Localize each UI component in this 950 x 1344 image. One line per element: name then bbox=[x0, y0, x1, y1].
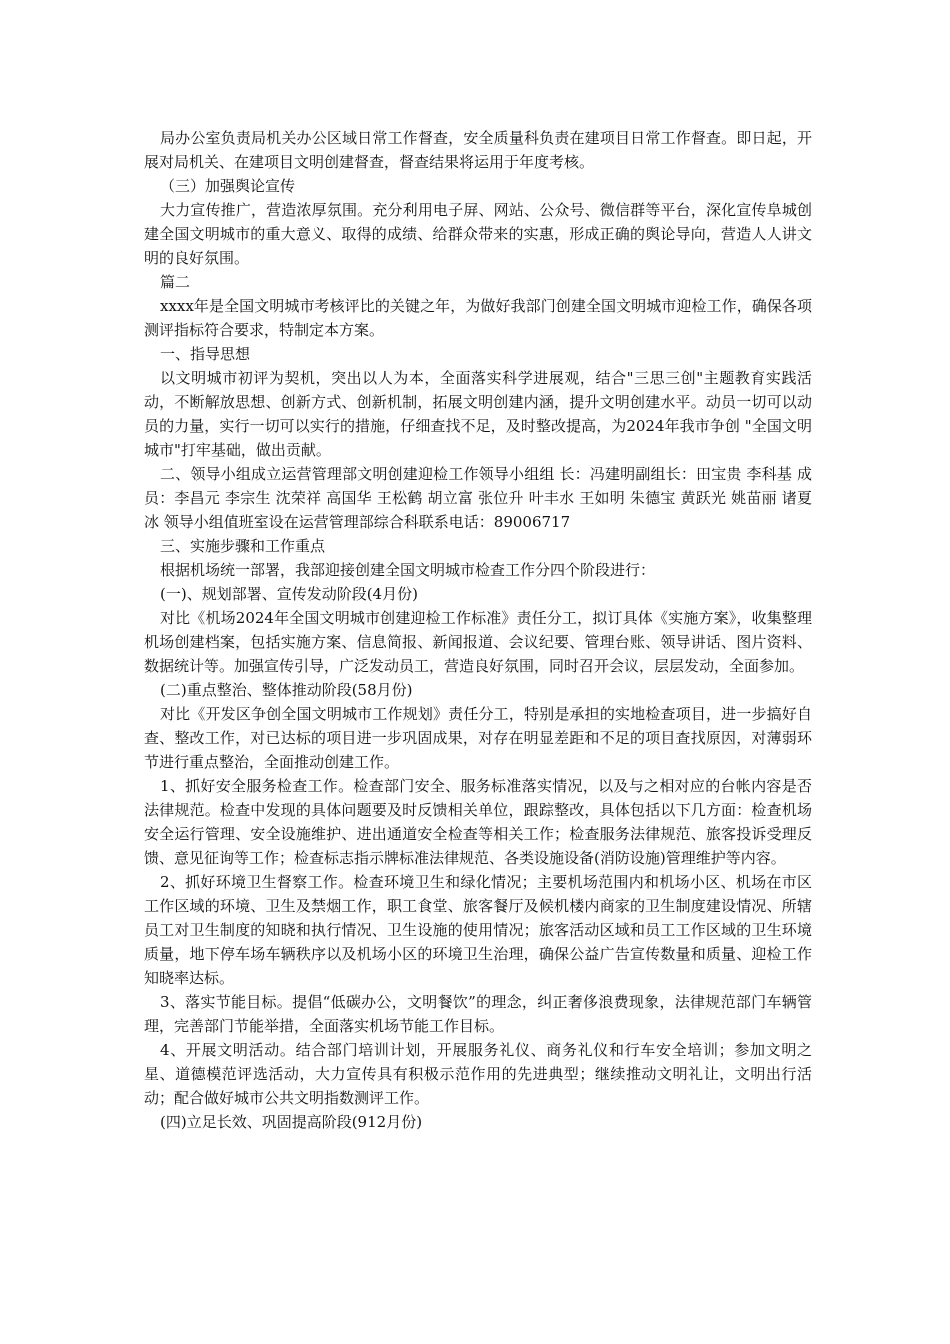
paragraph-leading-group: 二、领导小组成立运营管理部文明创建迎检工作领导小组组 长：冯建明副组长：田宝贵 李科基 成 员：李昌元 李宗生 沈荣祥 高国华 王松鹤 胡立富 张位升 叶丰水 王如明 朱德宝 黄跃光 姚苗丽 诸夏冰 领导小组值班室设在运营管理部综合科联系电话：89006717 bbox=[144, 465, 812, 531]
paragraph-guiding-ideology: 以文明城市初评为契机，突出以人为本，全面落实科学进展观，结合"三思三创"主题教育实践活动，不断解放思想、创新方式、创新机制，拓展文明创建内涵，提升文明创建水平。动员一切可以动员的力量，实行一切可以实行的措施，仔细查找不足，及时整改提高，为2024年我市争创 "全国文明城市"打牢基础，做出贡献。 bbox=[144, 369, 812, 459]
paragraph-publicity: 大力宣传推广，营造浓厚氛围。充分利用电子屏、网站、公众号、微信群等平台，深化宣传阜城创建全国文明城市的重大意义、取得的成绩、给群众带来的实惠，形成正确的舆论导向，营造人人讲文明的良好氛围。 bbox=[144, 201, 812, 267]
paragraph-stage-one: 对比《机场2024年全国文明城市创建迎检工作标准》责任分工，拟订具体《实施方案》，收集整理机场创建档案，包括实施方案、信息简报、新闻报道、会议纪要、管理台账、领导讲话、图片资料、数据统计等。加强宣传引导，广泛发动员工，营造良好氛围，同时召开会议，层层发动，全面参加。 bbox=[144, 609, 812, 675]
paragraph-four-stages: 根据机场统一部署，我部迎接创建全国文明城市检查工作分四个阶段进行： bbox=[160, 561, 656, 579]
heading-stage-two: (二)重点整治、整体推动阶段(58月份) bbox=[160, 681, 413, 699]
paragraph-environment-supervision: 2、抓好环境卫生督察工作。检查环境卫生和绿化情况；主要机场范围内和机场小区、机场在市区工作区域的环境、卫生及禁烟工作，职工食堂、旅客餐厅及候机楼内商家的卫生制度建设情况、所辖员工对卫生制度的知晓和执行情况、卫生设施的使用情况；旅客活动区域和员工工作区域的卫生环境质量，地下停车场车辆秩序以及机场小区的环境卫生治理，确保公益广告宣传数量和质量、迎检工作知晓率达标。 bbox=[144, 873, 812, 987]
document-body bbox=[144, 126, 812, 1134]
paragraph-stage-two: 对比《开发区争创全国文明城市工作规划》责任分工，特别是承担的实地检查项目，进一步搞好自查、整改工作，对已达标的项目进一步巩固成果，对存在明显差距和不足的项目查找原因，对薄弱环节进行重点整治，全面推动创建工作。 bbox=[144, 705, 812, 771]
paragraph-energy-saving: 3、落实节能目标。提倡“低碳办公，文明餐饮”的理念，纠正奢侈浪费现象，法律规范部门车辆管理，完善部门节能举措，全面落实机场节能工作目标。 bbox=[144, 993, 812, 1035]
heading-public-opinion: （三）加强舆论宣传 bbox=[160, 177, 296, 195]
paragraph-intro: xxxx年是全国文明城市考核评比的关键之年，为做好我部门创建全国文明城市迎检工作，确保各项测评指标符合要求，特制定本方案。 bbox=[144, 297, 812, 339]
paragraph-safety-service-check: 1、抓好安全服务检查工作。检查部门安全、服务标准落实情况，以及与之相对应的台帐内容是否法律规范。检查中发现的具体问题要及时反馈相关单位，跟踪整改，具体包括以下几方面：检查机场安全运行管理、安全设施维护、进出通道安全检查等相关工作；检查服务法律规范、旅客投诉受理反馈、意见征询等工作；检查标志指示牌标准法律规范、各类设施设备(消防设施)管理维护等内容。 bbox=[144, 777, 812, 867]
paragraph-civilization-activities: 4、开展文明活动。结合部门培训计划，开展服务礼仪、商务礼仪和行车安全培训；参加文明之星、道德模范评选活动，大力宣传具有积极示范作用的先进典型；继续推动文明礼让，文明出行活动；配合做好城市公共文明指数测评工作。 bbox=[144, 1041, 812, 1107]
heading-implementation-steps: 三、实施步骤和工作重点 bbox=[160, 537, 326, 555]
heading-part-two: 篇二 bbox=[160, 273, 191, 291]
heading-guiding-ideology: 一、指导思想 bbox=[160, 345, 251, 363]
paragraph-office-supervision: 局办公室负责局机关办公区域日常工作督查，安全质量科负责在建项目日常工作督查。即日起，开展对局机关、在建项目文明创建督查，督查结果将运用于年度考核。 bbox=[144, 129, 812, 171]
heading-stage-one: (一)、规划部署、宣传发动阶段(4月份) bbox=[160, 585, 418, 603]
heading-stage-four: (四)立足长效、巩固提高阶段(912月份) bbox=[160, 1113, 423, 1131]
